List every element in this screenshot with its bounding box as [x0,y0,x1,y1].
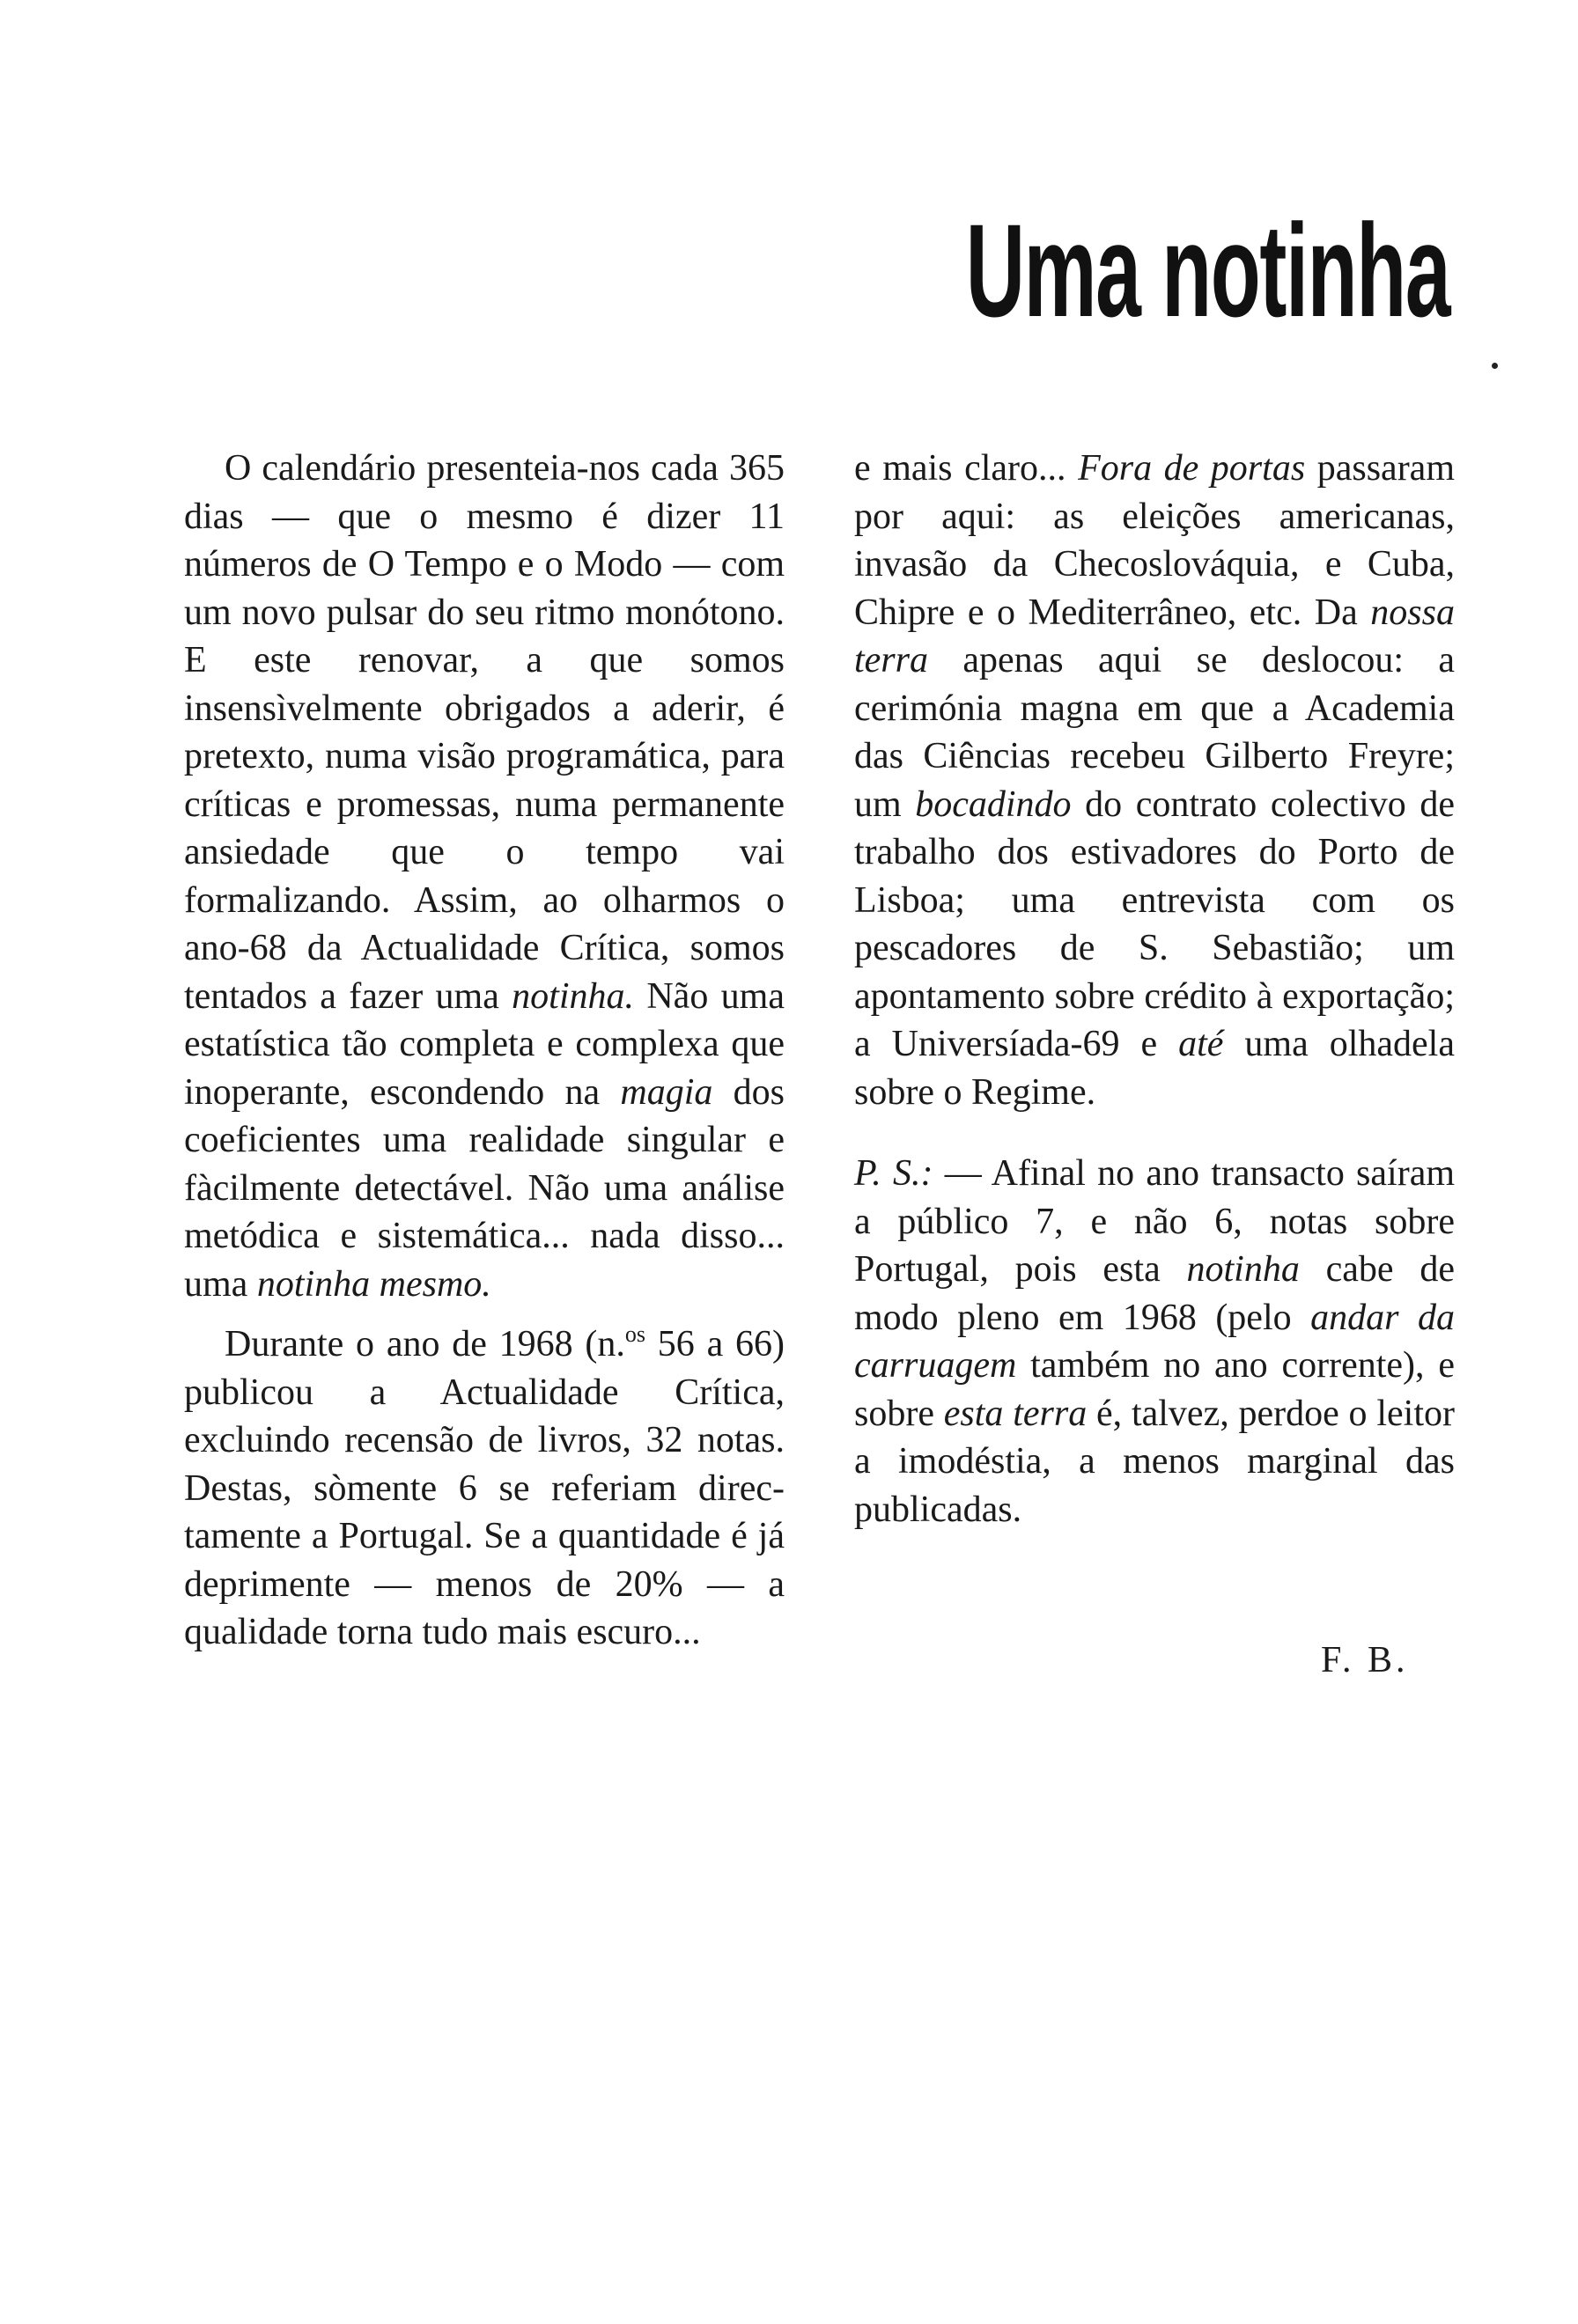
italic-text: andar da carruagem [854,1297,1455,1386]
postscript-label: P. S.: [854,1153,933,1194]
text-span: Não uma estatística tão completa e complexa que inoperante, escondendo na [184,975,785,1113]
page-title: Uma notinha [965,196,1449,344]
text-span: e mais claro... [854,448,1079,489]
italic-text: bocadindo [915,783,1072,825]
text-span: — a qualidade torna tudo mais escuro... [184,1563,785,1652]
right-column [854,445,1455,1533]
text-span: Durante o ano de 1968 (n. [225,1324,625,1364]
text-span: cabe de modo pleno em 1968 (pelo [854,1249,1455,1338]
text-span: passaram por aqui: as eleições americanas, invasão da Checoslováquia, e Cuba, Chipre e o Mediterrâneo, etc. Da [854,448,1455,633]
italic-text: esta terra [943,1393,1088,1434]
text-span: O calendário presenteia-nos cada 365 dias — que o mesmo é dizer 11 números de O Tempo e o Modo — com um novo pulsar do seu ritmo monótono. E este renovar, a que somos insensìvelmente obrigados a aderir, é pretexto, numa visão programática, para críticas e promessas, numa permanente ansiedade que o tempo vai formalizando. Assim, ao olharmos o ano-68 da Actualidade Crítica, somos tentados a fazer uma [184,448,785,1017]
italic-text: até [1178,1024,1224,1064]
italic-text: magia [620,1071,713,1113]
text-span: — Afinal no ano transacto saíram a público 7, e não 6, notas sobre Portugal, pois esta [854,1153,1456,1290]
author-signature: F. B. [1321,1640,1409,1680]
italic-text: notinha [1186,1249,1300,1290]
print-speck [1492,363,1498,369]
left-column [184,445,785,1657]
paragraph-continuation [854,445,1455,1116]
italic-text: Fora de portas [1078,448,1306,489]
italic-text: notinha mesmo. [256,1263,491,1305]
paragraph-statistics [184,1320,785,1657]
superscript: os [624,1321,646,1347]
percent-sign: % [652,1563,683,1605]
postscript [854,1150,1455,1533]
italic-text: notinha. [512,975,635,1017]
text-span: 56 a 66) publicou a Actualidade Crítica, excluindo recensão de livros, 32 notas. Destas, sòmente 6 se referiam directamente a Portugal. Se a quantidade é já deprimente — menos de 20 [184,1324,785,1605]
text-span: dos coeficientes uma realidade singular e fàcilmente detectável. Não uma análise metódica e sistemática... nada disso... uma [184,1071,785,1305]
text-span: é, talvez, perdoe o leitor a imodéstia, a menos marginal das publicadas. [854,1393,1455,1530]
italic-text: nossa terra [854,592,1455,680]
text-span: uma olhadela sobre o Regime. [854,1024,1455,1113]
text-span: também no ano corrente), e sobre [854,1345,1455,1434]
text-span: apenas aqui se deslocou: a cerimónia magna em que a Academia das Ciências recebeu Gilberto Freyre; um [854,640,1455,825]
text-span: do contrato colectivo de trabalho dos estivadores do Porto de Lisboa; uma entrevista com os pescadores de S. Sebastião; um apontamento sobre crédito à exportação; a Universíada-69 e [854,783,1456,1064]
paragraph-intro [184,445,785,1308]
